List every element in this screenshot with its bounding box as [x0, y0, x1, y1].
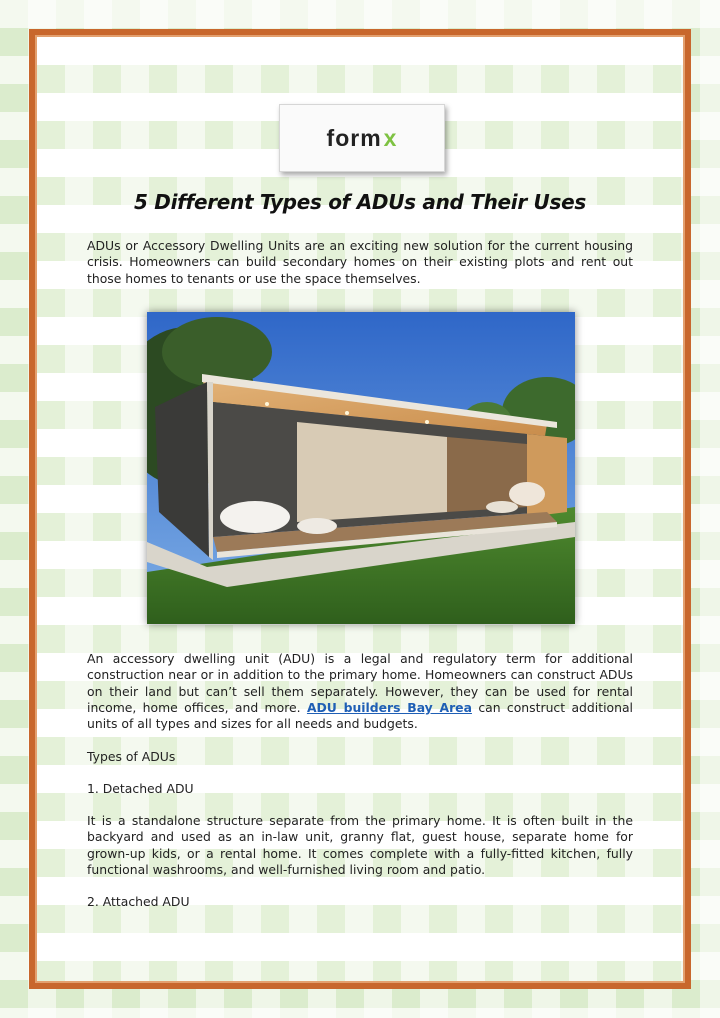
adu-builders-bay-area-link[interactable]: ADU builders Bay Area [306, 699, 472, 715]
adu-house-photo [147, 312, 575, 624]
definition-text: An accessory dwelling unit (ADU) is a legal and regulatory term for additional construction near or in addition to the primary home. Homeowners can construct ADUs on their land but can’t sell them separately. However, they can be used for rental income, home offices, and more. [87, 651, 633, 715]
intro-paragraph: ADUs or Accessory Dwelling Units are an exciting new solution for the current housing crisis. Homeowners can build secondary homes on their existing plots and rent out those homes to tenants or use the space themselves. [87, 238, 633, 286]
definition-text-continued: can construct additional units of all types and sizes for all needs and budgets. [87, 699, 633, 732]
logo-x-mark: x [383, 124, 398, 151]
types-heading: Types of ADUs [87, 749, 176, 764]
formx-logo [279, 104, 445, 172]
logo-brand-text: form [326, 124, 382, 151]
page-title: 5 Different Types of ADUs and Their Uses [134, 190, 586, 214]
detached-adu-paragraph: It is a standalone structure separate from the primary home. It is often built in the backyard and used as an in-law unit, granny flat, guest house, separate home for grown-up kids, or a rental home. It comes complete with a fully-fitted kitchen, fully functional washrooms, and well-furnished living room and patio. [87, 813, 633, 877]
detached-adu-heading: 1. Detached ADU [87, 781, 194, 796]
adu-definition-paragraph [87, 651, 633, 732]
attached-adu-heading: 2. Attached ADU [87, 894, 190, 909]
logo-wordmark [327, 125, 398, 152]
